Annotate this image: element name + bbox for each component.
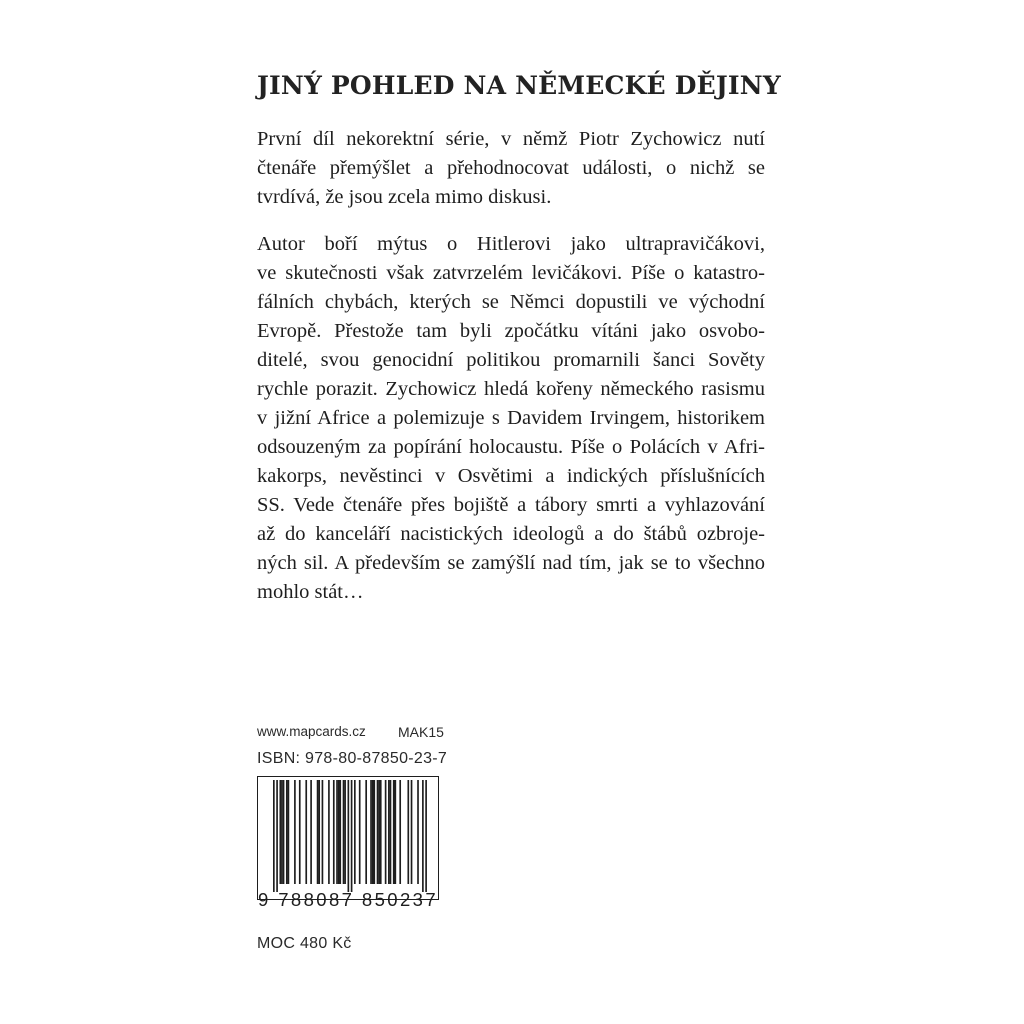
barcode-bar	[299, 780, 301, 884]
barcode-bar	[305, 780, 307, 884]
barcode-bar	[388, 780, 390, 884]
product-code: MAK15	[398, 724, 444, 740]
barcode-bar	[407, 780, 409, 884]
barcode-digits: 9 788087 850237	[258, 889, 439, 910]
barcode-bar	[339, 780, 341, 884]
barcode-bar	[348, 780, 350, 892]
blurb-line: Autor boří mýtus o Hitlerovi jako ultrapravičákovi,	[257, 233, 765, 255]
barcode-bar	[385, 780, 387, 884]
barcode-bar	[354, 780, 356, 884]
barcode-bar	[425, 780, 427, 892]
barcode-bar	[336, 780, 338, 884]
barcode-bar	[317, 780, 319, 884]
blurb-line: fálních chybách, kterých se Němci dopustili ve východní	[257, 291, 765, 313]
blurb-line: mohlo stát…	[257, 581, 364, 603]
barcode-bar	[318, 780, 320, 884]
barcode-bar	[343, 780, 345, 884]
blurb-line: tvrdívá, že jsou zcela mimo diskusi.	[257, 186, 552, 208]
blurb-paragraph-1	[257, 125, 765, 212]
barcode-bar	[333, 780, 335, 884]
barcode-bar	[322, 780, 324, 884]
blurb-paragraph-2	[257, 230, 765, 607]
barcode-bar	[359, 780, 361, 884]
barcode-bar	[377, 780, 379, 884]
barcode-bar	[344, 780, 346, 884]
barcode-bar	[411, 780, 413, 884]
blurb-line: až do kanceláří nacistických ideologů a do štábů ozbroje-	[257, 523, 765, 545]
barcode-bar	[395, 780, 397, 884]
barcode-bar	[365, 780, 367, 884]
barcode-image	[257, 776, 439, 900]
blurb-line: Evropě. Přestože tam byli zpočátku vítáni jako osvobo-	[257, 320, 765, 342]
publisher-website: www.mapcards.cz	[257, 724, 366, 739]
barcode-bar	[393, 780, 395, 884]
blurb-line: ných sil. A především se zamýšlí nad tím, jak se to všechno	[257, 552, 765, 574]
blurb-line: odsouzeným za popírání holocaustu. Píše o Polácích v Afri-	[257, 436, 765, 458]
blurb-line: SS. Vede čtenáře přes bojiště a tábory smrti a vyhlazování	[257, 494, 765, 516]
blurb-line: První díl nekorektní série, v němž Piotr Zychowicz nutí	[257, 128, 765, 150]
barcode-bar	[273, 780, 275, 892]
blurb-line: v jižní Africe a polemizuje s Davidem Irvingem, historikem	[257, 407, 765, 429]
barcode-bar	[328, 780, 330, 884]
blurb-line: čtenáře přemýšlet a přehodnocovat události, o nichž se	[257, 157, 765, 179]
barcode-bar	[399, 780, 401, 884]
barcode-bar	[372, 780, 374, 884]
cover-title: JINÝ POHLED NA NĚMECKÉ DĚJINY	[257, 71, 781, 100]
barcode-bar	[390, 780, 392, 884]
barcode-bar	[294, 780, 296, 884]
barcode-bar	[380, 780, 382, 884]
barcode-bar	[281, 780, 283, 884]
isbn-text: ISBN: 978-80-87850-23-7	[257, 750, 448, 767]
barcode-bar	[288, 780, 290, 884]
price-label: MOC 480 Kč	[257, 935, 352, 952]
blurb-line: kakorps, nevěstinci v Osvětimi a indických příslušnících	[257, 465, 765, 487]
blurb-line: rychle porazit. Zychowicz hledá kořeny německého rasismu	[257, 378, 765, 400]
barcode-bar	[279, 780, 281, 884]
barcode-bar	[276, 780, 278, 892]
barcode-bar	[283, 780, 285, 884]
barcode-bar	[422, 780, 424, 892]
barcode-bar	[373, 780, 375, 884]
barcode-bar	[378, 780, 380, 884]
barcode-bar	[286, 780, 288, 884]
barcode-bar	[370, 780, 372, 884]
barcode-bar	[310, 780, 312, 884]
blurb-line: ditelé, svou genocidní politikou promarnili šanci Sověty	[257, 349, 765, 371]
barcode-bar	[338, 780, 340, 884]
blurb-line: ve skutečnosti však zatvrzelém levičákovi. Píše o katastro-	[257, 262, 765, 284]
barcode-bar	[351, 780, 353, 892]
barcode-bar	[417, 780, 419, 884]
